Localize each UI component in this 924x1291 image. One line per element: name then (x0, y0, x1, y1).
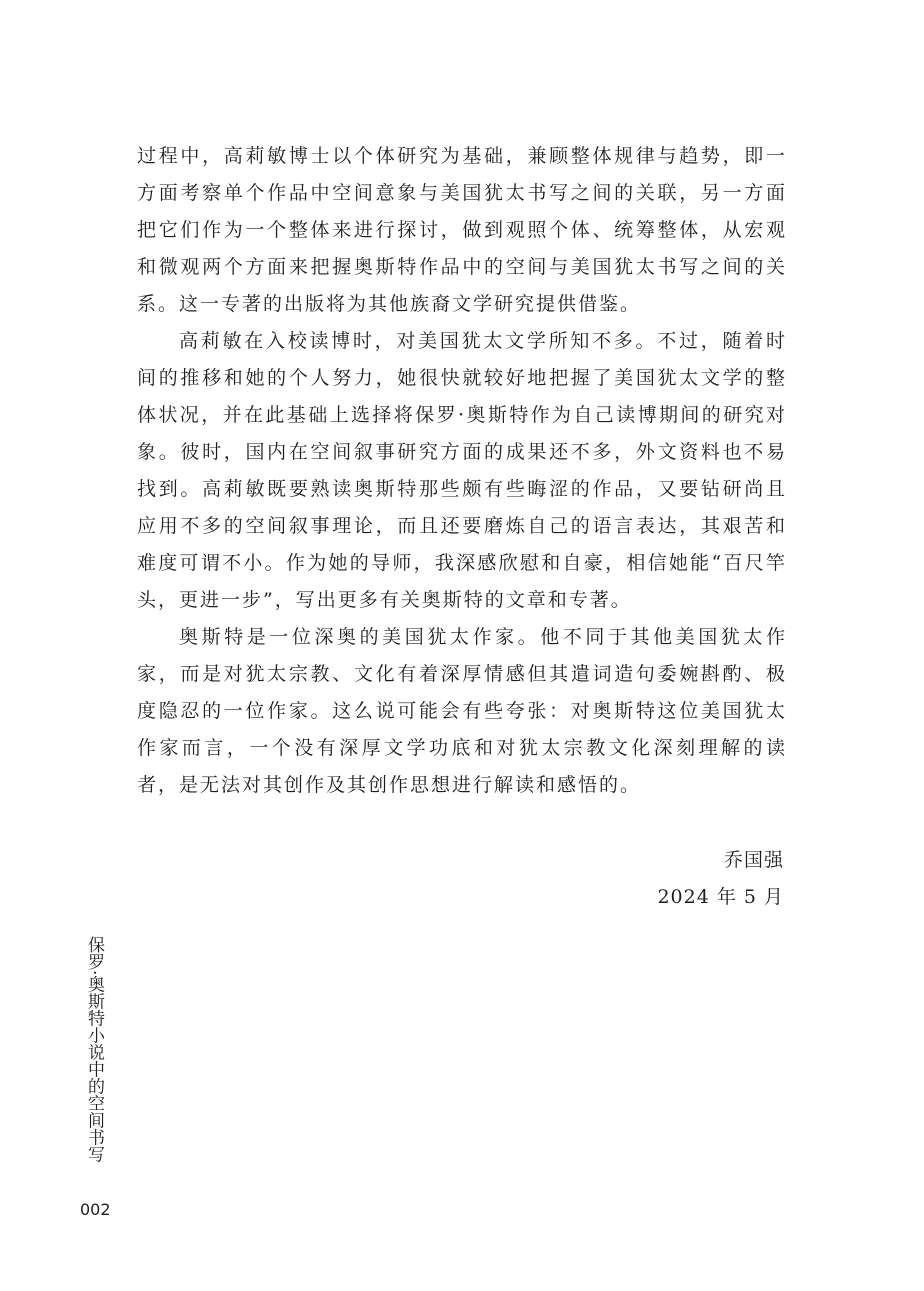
page-number: 002 (80, 1200, 111, 1219)
paragraph: 过程中，高莉敏博士以个体研究为基础，兼顾整体规律与趋势，即一方面考察单个作品中空间意象与美国犹太书写之间的关联，另一方面把它们作为一个整体来进行探讨，做到观照个体、统筹整体，从宏观和微观两个方面来把握奥斯特作品中的空间与美国犹太书写之间的关系。这一专著的出版将为其他族裔文学研究提供借鉴。 (137, 145, 787, 315)
signature-date: 2024 年 5 月 (657, 886, 784, 908)
signature-block (657, 842, 784, 916)
book-title-vertical: 保罗·奥斯特小说中的空间书写 (84, 936, 104, 1163)
paragraph: 奥斯特是一位深奥的美国犹太作家。他不同于其他美国犹太作家，而是对犹太宗教、文化有着深厚情感但其遣词造句委婉斟酌、极度隐忍的一位作家。这么说可能会有些夸张：对奥斯特这位美国犹太作家而言，一个没有深厚文学功底和对犹太宗教文化深刻理解的读者，是无法对其创作及其创作思想进行解读和感悟的。 (137, 626, 787, 796)
signature-author: 乔国强 (723, 849, 784, 871)
body-text (137, 138, 787, 804)
paragraph: 高莉敏在入校读博时，对美国犹太文学所知不多。不过，随着时间的推移和她的个人努力，她很快就较好地把握了美国犹太文学的整体状况，并在此基础上选择将保罗·奥斯特作为自己读博期间的研究对象。彼时，国内在空间叙事研究方面的成果还不多，外文资料也不易找到。高莉敏既要熟读奥斯特那些颇有些晦涩的作品，又要钻研尚且应用不多的空间叙事理论，而且还要磨炼自己的语言表达，其艰苦和难度可谓不小。作为她的导师，我深感欣慰和自豪，相信她能“百尺竿头，更进一步”，写出更多有关奥斯特的文章和专著。 (137, 330, 787, 611)
